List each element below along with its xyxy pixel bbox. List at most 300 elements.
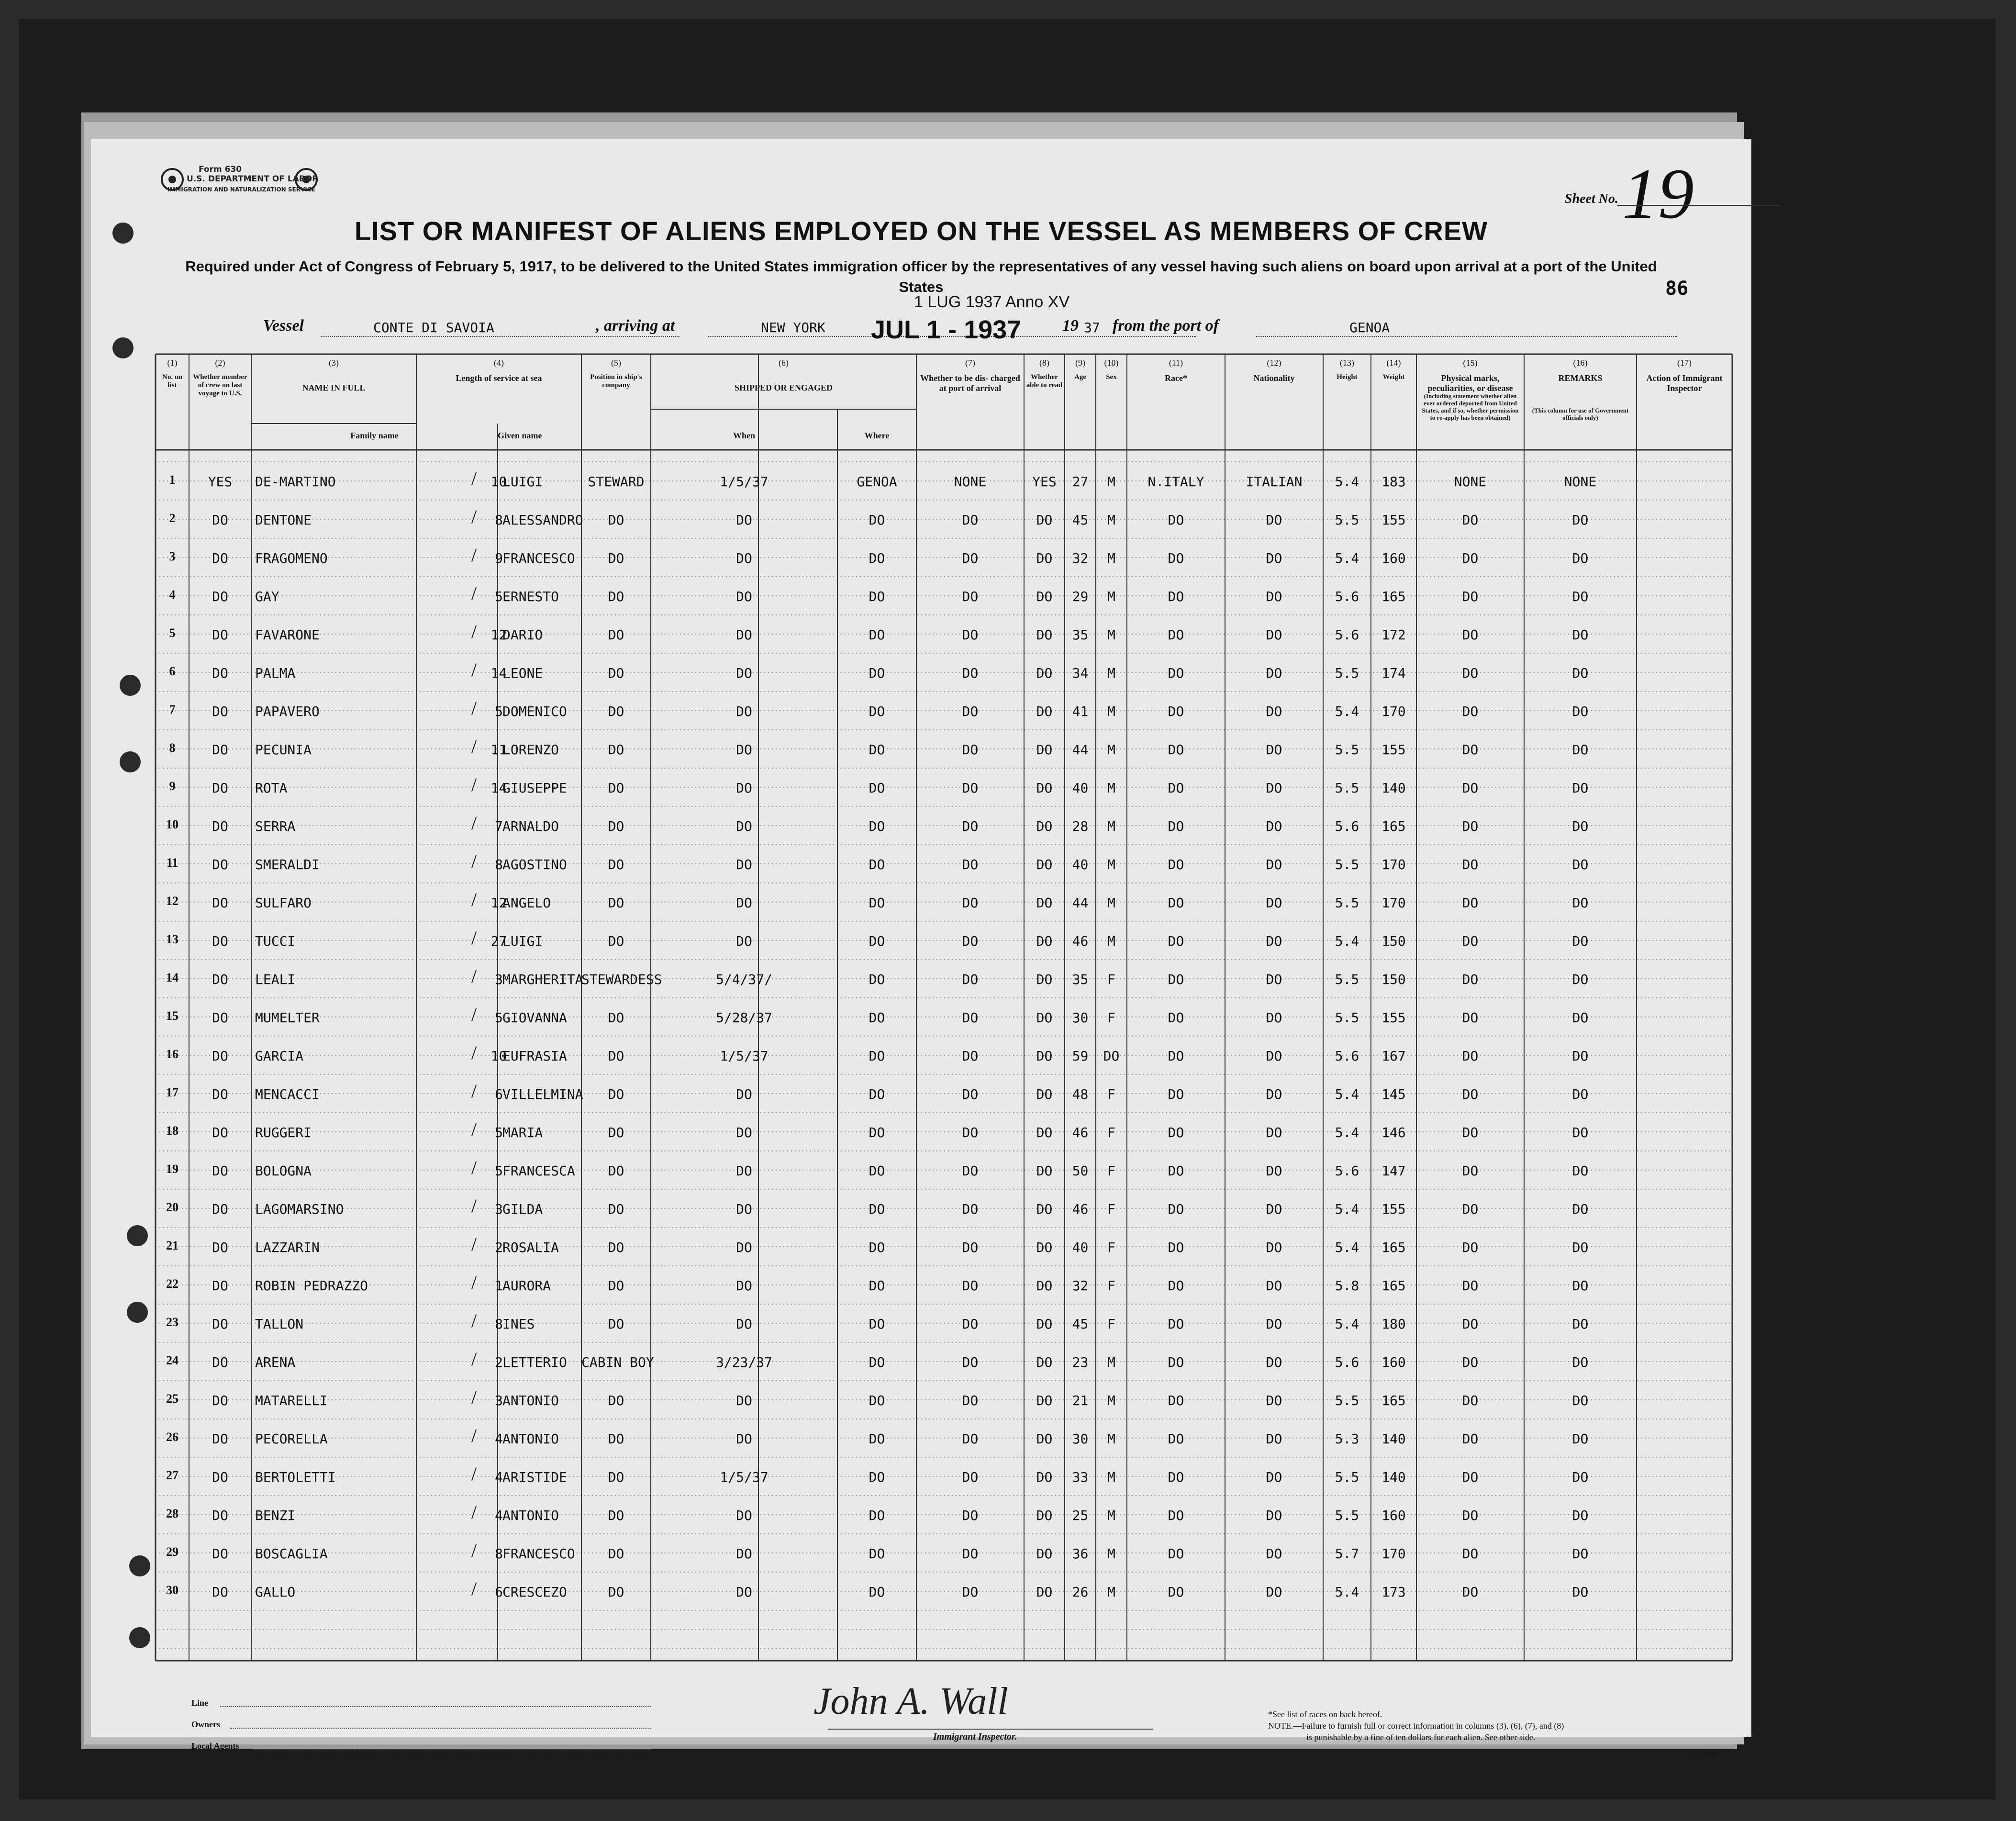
cell-read: DO [1036, 512, 1053, 528]
cell-nationality: DO [1266, 1431, 1282, 1447]
cell-weight: 160 [1381, 550, 1406, 566]
cell-race: DO [1168, 1010, 1184, 1026]
cell-race: DO [1168, 1546, 1184, 1562]
cell-weight: 160 [1381, 1354, 1406, 1370]
cell-position: DO [608, 512, 624, 528]
check-mark: / [471, 1386, 477, 1408]
cell-last: DO [212, 665, 228, 681]
cell-position: DO [608, 895, 624, 911]
cell-weight: 165 [1381, 1278, 1406, 1294]
check-mark: / [471, 1540, 477, 1561]
column-number: (5) [611, 358, 621, 368]
cell-weight: 155 [1381, 742, 1406, 758]
column-number: (2) [215, 358, 225, 368]
cell-last: DO [212, 857, 228, 872]
cell-last: DO [212, 1240, 228, 1255]
cell-when: DO [736, 1431, 752, 1447]
cell-nationality: DO [1266, 895, 1282, 911]
check-mark: / [471, 736, 477, 757]
cell-service: 2 [495, 1354, 503, 1370]
cell-discharged: DO [962, 933, 979, 949]
check-mark: / [471, 889, 477, 910]
cell-nationality: DO [1266, 1010, 1282, 1026]
check-mark: / [471, 812, 477, 834]
inspector-signature: John A. Wall [813, 1680, 1008, 1722]
cell-age: 46 [1072, 1201, 1089, 1217]
cell-remarks: DO [1572, 1010, 1589, 1026]
cell-remarks: DO [1572, 1354, 1589, 1370]
cell-given: ERNESTO [502, 589, 559, 604]
cell-last: DO [212, 512, 228, 528]
cell-sex: F [1107, 1316, 1115, 1332]
cell-given: ANTONIO [502, 1508, 559, 1523]
cell-family: LAZZARIN [255, 1240, 320, 1255]
cell-given: LORENZO [502, 742, 559, 758]
cell-given: DARIO [502, 627, 543, 643]
cell-service: 9 [495, 550, 503, 566]
cell-service: 5 [495, 589, 503, 604]
cell-race: DO [1168, 1584, 1184, 1600]
cell-height: 5.6 [1335, 1048, 1359, 1064]
column-header: Race* [1165, 373, 1187, 383]
cell-given: EUFRASIA [502, 1048, 567, 1064]
cell-remarks: DO [1572, 1163, 1589, 1179]
cell-sex: M [1107, 742, 1115, 758]
family-name-header: Family name [350, 431, 399, 440]
date-stamp: JUL 1 - 1937 [871, 315, 1022, 344]
cell-read: DO [1036, 1431, 1053, 1447]
action-note: (This column for use of Government officials only) [1532, 407, 1629, 421]
cell-when: DO [736, 1393, 752, 1408]
cell-marks: DO [1462, 857, 1479, 872]
column-header: Age [1074, 373, 1086, 381]
cell-marks: DO [1462, 1201, 1479, 1217]
cell-read: DO [1036, 1508, 1053, 1523]
cell-when: DO [736, 1163, 752, 1179]
cell-marks: DO [1462, 1010, 1479, 1026]
cell-discharged: DO [962, 512, 979, 528]
cell-position: DO [608, 780, 624, 796]
column-header: No. on list [162, 373, 182, 389]
cell-where: DO [869, 972, 885, 987]
cell-where: DO [869, 857, 885, 872]
cell-race: DO [1168, 1393, 1184, 1408]
check-mark: / [471, 1233, 477, 1255]
cell-nationality: DO [1266, 1163, 1282, 1179]
vessel-name: CONTE DI SAVOIA [373, 320, 494, 335]
vessel-label: Vessel [263, 317, 304, 335]
cell-nationality: DO [1266, 1048, 1282, 1064]
cell-age: 45 [1072, 512, 1089, 528]
cell-sex: M [1107, 704, 1115, 719]
cell-marks: DO [1462, 1048, 1479, 1064]
cell-when: DO [736, 1201, 752, 1217]
cell-discharged: DO [962, 1201, 979, 1217]
cell-nationality: DO [1266, 818, 1282, 834]
cell-service: 3 [495, 1393, 503, 1408]
cell-race: DO [1168, 742, 1184, 758]
cell-family: FAVARONE [255, 627, 320, 643]
cell-service: 1 [495, 1278, 503, 1294]
cell-weight: 170 [1381, 857, 1406, 872]
cell-discharged: DO [962, 1508, 979, 1523]
when-header: When [733, 431, 755, 440]
cell-height: 5.5 [1335, 895, 1359, 911]
row-number: 1 [169, 473, 176, 487]
cell-nationality: DO [1266, 1086, 1282, 1102]
cell-height: 5.3 [1335, 1431, 1359, 1447]
cell-position: DO [608, 1201, 624, 1217]
cell-service: 4 [495, 1431, 503, 1447]
cell-where: DO [869, 1048, 885, 1064]
cell-service: 14 [490, 665, 507, 681]
row-number: 5 [169, 626, 176, 640]
cell-age: 29 [1072, 589, 1089, 604]
cell-last: DO [212, 1508, 228, 1523]
cell-sex: F [1107, 972, 1115, 987]
cell-sex: M [1107, 1431, 1115, 1447]
cell-height: 5.4 [1335, 933, 1359, 949]
italian-stamp: 1 LUG 1937 Anno XV [914, 293, 1070, 311]
cell-nationality: DO [1266, 550, 1282, 566]
cell-weight: 165 [1381, 818, 1406, 834]
cell-age: 28 [1072, 818, 1089, 834]
cell-service: 12 [490, 895, 507, 911]
column-number: (12) [1267, 358, 1281, 368]
check-mark: / [471, 774, 477, 795]
column-header: Position in ship's company [590, 373, 642, 389]
cell-height: 5.6 [1335, 589, 1359, 604]
cell-family: MENCACCI [255, 1086, 320, 1102]
cell-read: DO [1036, 627, 1053, 643]
cell-height: 5.6 [1335, 818, 1359, 834]
column-number: (14) [1386, 358, 1401, 368]
cell-when: DO [736, 589, 752, 604]
cell-marks: DO [1462, 665, 1479, 681]
cell-read: DO [1036, 1469, 1053, 1485]
cell-discharged: DO [962, 1546, 979, 1562]
cell-nationality: DO [1266, 742, 1282, 758]
cell-nationality: ITALIAN [1246, 474, 1303, 490]
cell-discharged: DO [962, 818, 979, 834]
cell-read: DO [1036, 589, 1053, 604]
cell-remarks: DO [1572, 972, 1589, 987]
cell-last: DO [212, 589, 228, 604]
cell-family: LAGOMARSINO [255, 1201, 344, 1217]
cell-marks: DO [1462, 895, 1479, 911]
cell-service: 5 [495, 1125, 503, 1140]
fine-note: is punishable by a fine of ten dollars for each alien. See other side. [1306, 1732, 1536, 1742]
cell-service: 12 [490, 627, 507, 643]
cell-where: DO [869, 1163, 885, 1179]
cell-discharged: DO [962, 1048, 979, 1064]
cell-family: MATARELLI [255, 1393, 328, 1408]
cell-family: PECORELLA [255, 1431, 328, 1447]
cell-height: 5.5 [1335, 512, 1359, 528]
row-number: 11 [166, 856, 178, 870]
column-header: NAME IN FULL [302, 383, 366, 392]
cell-weight: 180 [1381, 1316, 1406, 1332]
cell-read: DO [1036, 1125, 1053, 1140]
cell-marks: DO [1462, 1316, 1479, 1332]
cell-position: DO [608, 1584, 624, 1600]
cell-sex: M [1107, 1508, 1115, 1523]
cell-when: 5/4/37/ [715, 972, 772, 987]
cell-where: DO [869, 933, 885, 949]
cell-age: 36 [1072, 1546, 1089, 1562]
local-agents-label: Local Agents [191, 1741, 239, 1751]
cell-height: 5.4 [1335, 1086, 1359, 1102]
cell-discharged: DO [962, 627, 979, 643]
cell-nationality: DO [1266, 1354, 1282, 1370]
cell-position: DO [608, 1240, 624, 1255]
cell-service: 7 [495, 818, 503, 834]
column-number: (6) [779, 358, 789, 368]
arrival-port: NEW YORK [761, 320, 825, 335]
cell-read: YES [1032, 474, 1057, 490]
cell-weight: 140 [1381, 1469, 1406, 1485]
cell-remarks: DO [1572, 589, 1589, 604]
cell-weight: 140 [1381, 1431, 1406, 1447]
cell-family: MUMELTER [255, 1010, 320, 1026]
cell-read: DO [1036, 704, 1053, 719]
cell-marks: DO [1462, 1584, 1479, 1600]
cell-service: 10 [490, 474, 507, 490]
cell-discharged: DO [962, 1316, 979, 1332]
inspector-label: Immigrant Inspector. [933, 1732, 1017, 1742]
cell-height: 5.4 [1335, 1584, 1359, 1600]
cell-last: DO [212, 1125, 228, 1140]
cell-nationality: DO [1266, 1584, 1282, 1600]
cell-where: DO [869, 704, 885, 719]
cell-last: DO [212, 1393, 228, 1408]
cell-service: 3 [495, 1201, 503, 1217]
cell-sex: M [1107, 1546, 1115, 1562]
cell-remarks: DO [1572, 1431, 1589, 1447]
cell-marks: NONE [1454, 474, 1487, 490]
cell-read: DO [1036, 780, 1053, 796]
cell-read: DO [1036, 1240, 1053, 1255]
row-number: 13 [166, 932, 178, 946]
cell-sex: M [1107, 512, 1115, 528]
cell-service: 14 [490, 780, 507, 796]
cell-race: DO [1168, 1163, 1184, 1179]
cell-height: 5.4 [1335, 1240, 1359, 1255]
row-number: 6 [169, 664, 176, 678]
row-number: 10 [166, 817, 178, 831]
cell-remarks: DO [1572, 895, 1589, 911]
cell-height: 5.5 [1335, 972, 1359, 987]
cell-race: DO [1168, 1201, 1184, 1217]
cell-nationality: DO [1266, 972, 1282, 987]
cell-when: DO [736, 895, 752, 911]
cell-read: DO [1036, 1010, 1053, 1026]
cell-height: 5.5 [1335, 1393, 1359, 1408]
cell-marks: DO [1462, 1546, 1479, 1562]
cell-age: 40 [1072, 1240, 1089, 1255]
cell-remarks: DO [1572, 818, 1589, 834]
cell-position: DO [608, 704, 624, 719]
cell-service: 5 [495, 704, 503, 719]
cell-read: DO [1036, 818, 1053, 834]
cell-when: 1/5/37 [720, 474, 769, 490]
cell-age: 33 [1072, 1469, 1089, 1485]
cell-height: 5.5 [1335, 1469, 1359, 1485]
cell-remarks: DO [1572, 550, 1589, 566]
cell-remarks: DO [1572, 742, 1589, 758]
column-header: Whether to be dis- charged at port of arrival [920, 373, 1020, 393]
cell-discharged: DO [962, 1125, 979, 1140]
cell-height: 5.5 [1335, 857, 1359, 872]
cell-service: 6 [495, 1086, 503, 1102]
cell-race: DO [1168, 1354, 1184, 1370]
cell-age: 50 [1072, 1163, 1089, 1179]
cell-discharged: DO [962, 1393, 979, 1408]
cell-read: DO [1036, 972, 1053, 987]
cell-age: 46 [1072, 933, 1089, 949]
cell-read: DO [1036, 857, 1053, 872]
cell-given: LETTERIO [502, 1354, 567, 1370]
cell-sex: M [1107, 818, 1115, 834]
column-header: Action of Immigrant Inspector [1646, 373, 1723, 393]
cell-position: CABIN BOY [581, 1354, 654, 1370]
cell-when: DO [736, 1278, 752, 1294]
cell-when: DO [736, 1086, 752, 1102]
row-number: 22 [166, 1277, 178, 1291]
cell-service: 4 [495, 1508, 503, 1523]
cell-last: DO [212, 1048, 228, 1064]
cell-weight: 150 [1381, 972, 1406, 987]
cell-height: 5.4 [1335, 550, 1359, 566]
page-title: LIST OR MANIFEST OF ALIENS EMPLOYED ON THE VESSEL AS MEMBERS OF CREW [354, 216, 1488, 246]
cell-read: DO [1036, 742, 1053, 758]
sheet-number: 19 [1622, 154, 1694, 234]
cell-height: 5.6 [1335, 627, 1359, 643]
cell-sex: M [1107, 1393, 1115, 1408]
cell-family: GAY [255, 589, 279, 604]
cell-age: 21 [1072, 1393, 1089, 1408]
cell-last: DO [212, 742, 228, 758]
cell-height: 5.4 [1335, 1125, 1359, 1140]
cell-marks: DO [1462, 589, 1479, 604]
cell-position: DO [608, 1163, 624, 1179]
cell-last: DO [212, 1546, 228, 1562]
cell-weight: 145 [1381, 1086, 1406, 1102]
cell-service: 27 [490, 933, 507, 949]
cell-family: FRAGOMENO [255, 550, 328, 566]
cell-weight: 150 [1381, 933, 1406, 949]
cell-race: DO [1168, 1278, 1184, 1294]
cell-weight: 155 [1381, 1201, 1406, 1217]
cell-discharged: DO [962, 1354, 979, 1370]
manifest-page [91, 139, 1751, 1757]
cell-read: DO [1036, 1201, 1053, 1217]
cell-remarks: DO [1572, 780, 1589, 796]
cell-given: FRANCESCO [502, 1546, 575, 1562]
cell-given: FRANCESCA [502, 1163, 575, 1179]
cell-where: DO [869, 1431, 885, 1447]
cell-where: DO [869, 589, 885, 604]
cell-service: 2 [495, 1240, 503, 1255]
row-number: 19 [166, 1162, 178, 1176]
row-number: 4 [169, 588, 176, 602]
column-number: (8) [1039, 358, 1049, 368]
cell-remarks: DO [1572, 1469, 1589, 1485]
cell-weight: 167 [1381, 1048, 1406, 1064]
cell-last: DO [212, 1431, 228, 1447]
cell-age: 35 [1072, 972, 1089, 987]
cell-service: 11 [490, 742, 507, 758]
cell-age: 26 [1072, 1584, 1089, 1600]
cell-age: 45 [1072, 1316, 1089, 1332]
cell-weight: 140 [1381, 780, 1406, 796]
remarks-note: (Including statement whether alien ever ordered deported from United States, and if so, whether permission to re-apply has been obtained) [1422, 392, 1519, 421]
service-name: IMMIGRATION AND NATURALIZATION SERVICE [167, 186, 315, 193]
cell-service: 8 [495, 857, 503, 872]
cell-where: DO [869, 1469, 885, 1485]
column-number: (4) [494, 358, 504, 368]
cell-last: DO [212, 627, 228, 643]
check-mark: / [471, 506, 477, 527]
cell-position: DO [608, 1431, 624, 1447]
cell-family: SERRA [255, 818, 296, 834]
cell-age: 40 [1072, 857, 1089, 872]
row-number: 23 [166, 1315, 178, 1329]
cell-when: DO [736, 665, 752, 681]
check-mark: / [471, 1310, 477, 1331]
cell-age: 44 [1072, 742, 1089, 758]
row-number: 18 [166, 1124, 178, 1138]
row-number: 8 [169, 741, 176, 755]
cell-remarks: DO [1572, 665, 1589, 681]
cell-family: DE-MARTINO [255, 474, 336, 490]
column-number: (13) [1340, 358, 1354, 368]
cell-service: 8 [495, 1546, 503, 1562]
cell-when: DO [736, 742, 752, 758]
row-number: 25 [166, 1392, 178, 1406]
cell-given: CRESCEZO [502, 1584, 567, 1600]
cell-sex: M [1107, 589, 1115, 604]
cell-sex: F [1107, 1010, 1115, 1026]
cell-remarks: DO [1572, 1508, 1589, 1523]
cell-where: DO [869, 1086, 885, 1102]
column-header: Weight [1382, 373, 1405, 381]
cell-position: DO [608, 1125, 624, 1140]
cell-where: DO [869, 1584, 885, 1600]
column-header: SHIPPED OR ENGAGED [734, 383, 833, 392]
cell-age: 34 [1072, 665, 1089, 681]
cell-when: DO [736, 1240, 752, 1255]
given-name-header: Given name [498, 431, 542, 440]
row-number: 9 [169, 779, 176, 793]
cell-nationality: DO [1266, 1393, 1282, 1408]
cell-read: DO [1036, 550, 1053, 566]
cell-marks: DO [1462, 1125, 1479, 1140]
cell-last: YES [208, 474, 233, 490]
cell-last: DO [212, 1469, 228, 1485]
column-number: (3) [329, 358, 339, 368]
column-number: (1) [167, 358, 178, 368]
cell-when: DO [736, 550, 752, 566]
cell-when: DO [736, 704, 752, 719]
race-note: *See list of races on back hereof. [1268, 1709, 1382, 1719]
cell-given: GIOVANNA [502, 1010, 567, 1026]
cell-position: DO [608, 1010, 624, 1026]
cell-weight: 146 [1381, 1125, 1406, 1140]
cell-race: DO [1168, 1508, 1184, 1523]
cell-given: AURORA [502, 1278, 551, 1294]
cell-marks: DO [1462, 1278, 1479, 1294]
